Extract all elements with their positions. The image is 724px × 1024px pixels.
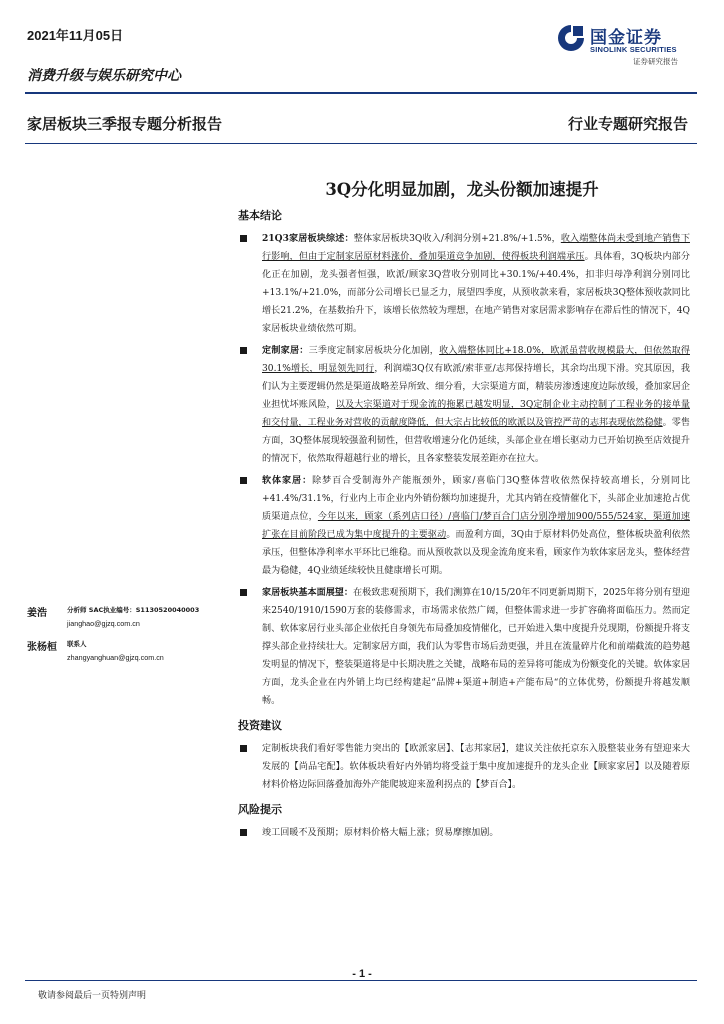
bullet-underlined-text: 收入端整体同比+18.0%，欧派虽营收规模最大，但依然取得30.1%增长，明显领先同行 (262, 346, 690, 374)
report-type: 行业专题研究报告 (567, 115, 688, 133)
bullet-square-icon (240, 477, 247, 484)
main-content (238, 208, 690, 846)
bullet-square-icon (240, 347, 247, 354)
analyst-email: zhangyanghuan@gjzq.com.cn (67, 653, 164, 662)
bullet-text: 除梦百合受制海外产能瓶颈外，顾家/喜临门3Q整体营收依然保持较高增长，分别同比+41.4%/31.1%，行业内上市企业内外销份额均加速提升，尤其内销在疫情催化下，头部企业加速抢占优质渠道点位， (262, 476, 690, 522)
logo-en: SINOLINK SECURITIES (590, 45, 677, 54)
conclusion-title: 基本结论 (238, 209, 282, 222)
footer-disclaimer-note: 敬请参阅最后一页特别声明 (38, 991, 147, 1001)
analyst-email: jianghao@gjzq.com.cn (67, 619, 140, 628)
research-center-name: 消费升级与娱乐研究中心 (27, 68, 181, 84)
investment-text: 定制板块我们看好零售能力突出的【欧派家居】、【志邦家居】，建议关注依托京东入股整装业务有望迎来大发展的【尚品宅配】。软体板块看好内外销均将受益于集中度加速提升的龙头企业【顾家家居】以及随着原材料价格边际回落叠加海外产能爬坡迎来盈利拐点的【梦百合】。 (262, 744, 690, 790)
bullet-text: 。而盈利方面，3Q由于原材料仍处高位，整体板块盈利依然承压，但整体净利率水平环比已维稳。而从预收款以及现金流角度来看，顾家作为软体家居龙头，整体经营最为稳健，4Q业绩延续较快且健康增长可期。 (262, 530, 690, 576)
bullet-text: 。具体看，3Q板块内部分化正在加剧，龙头强者恒强，欧派/顾家3Q营收分别同比+30.1%/+40.4%，扣非归母净利润分别同比+13.1%/+21.0%，而部分公司增长已显乏力，展望四季度，从预收款来看，家居板块3Q整体预收款同比增长21.2%，在基数抬升下，该增长依然较为理想，在地产销售对家居需求影响存在滞后性的情况下，4Q家居板块业绩依然可期。 (262, 252, 690, 334)
analyst-entry (27, 638, 227, 672)
bullet-square-icon (240, 829, 247, 836)
bullet-underlined-text: 以及大宗渠道对于现金流的拖累已越发明显，3Q定制企业主动控制了工程业务的接单量和交付量，工程业务对营收的贡献度降低，但大宗占比较低的欧派以及管控严苛的志邦表现依然稳健 (262, 400, 690, 428)
bullet-square-icon (240, 745, 247, 752)
bullet-text: 整体家居板块3Q收入/利润分别+21.8%/+1.5%， (353, 234, 561, 244)
risk-bullet (238, 824, 690, 842)
risk-text: 竣工回暖不及预期；原材料价格大幅上涨；贸易摩擦加剧。 (262, 828, 499, 838)
analyst-name: 姜浩 (27, 608, 47, 619)
report-title: 家居板块三季报专题分析报告 (27, 115, 223, 133)
logo-cn: 国金证券 (590, 28, 662, 48)
header-rule (25, 92, 697, 94)
risk-title: 风险提示 (238, 803, 282, 816)
bullet-text: ，利润端3Q仅有欧派/索菲亚/志邦保持增长，其余均出现下滑。究其原因，我们认为主要逻辑仍然是渠道战略差异所致、细分看，大宗渠道方面，精装房渗透速度边际放缓，叠加家居企业担忧坏账风险， (262, 364, 691, 410)
bullet-text: 。零售方面，3Q整体展现较强盈利韧性，但营收增速分化仍延续，头部企业在增长驱动力已开始切换至店效提升的情况下，依然取得超越行业的增长，且各家整装发展差距亦在拉大。 (262, 418, 690, 464)
conclusion-bullet-overview (238, 230, 690, 338)
bullet-lead: 软体家居： (262, 475, 313, 486)
bullet-lead: 定制家居： (262, 345, 309, 356)
report-date: 2021年11月05日 (27, 28, 124, 43)
bullet-text: 三季度定制家居板块分化加剧， (308, 346, 440, 356)
analyst-role: 分析师 SAC执业编号：S1130520040003 (67, 606, 200, 614)
bullet-lead: 21Q3家居板块综述： (262, 233, 354, 244)
bullet-text: 在极致悲观预期下，我们测算在10/15/20年不同更新周期下，2025年将分别有望迎来2540/1910/1590万套的装修需求，市场需求依然广阔，但整体需求进一步扩容确将面临压力。然而定制、软体家居行业头部企业依托自身领先布局叠加疫情催化，已开始进入集中度提升兑现期，份额提升将支撑头部企业持续壮大。定制家居方面，我们认为零售市场后劲更强，并且在流量碎片化和前端截流的趋势越发明显的情况下，整装渠道将是中长期决胜之关键，战略布局的差异将可能成为份额变化的关键。软体家居方面，龙头企业在内外销上均已经构建起“品牌+渠道+制造+产能布局“的立体优势，份额提升将越发顺畅。 (262, 588, 690, 706)
main-heading: 3Q分化明显加剧，龙头份额加速提升 (325, 180, 599, 199)
logo-mark-icon (556, 23, 586, 53)
bullet-lead: 家居板块基本面展望： (262, 587, 353, 598)
conclusion-bullet-soft-furniture (238, 472, 690, 580)
analyst-name: 张杨桓 (27, 642, 57, 653)
logo-subtitle: 证券研究报告 (633, 57, 678, 66)
analyst-entry (27, 604, 227, 638)
bullet-underlined-text: 收入端整体尚未受到地产销售下行影响，但由于定制家居原材料涨价，叠加渠道竞争加剧，使得板块利润端承压 (262, 234, 690, 262)
bullet-square-icon (240, 589, 247, 596)
investment-title: 投资建议 (238, 719, 282, 732)
conclusion-bullet-outlook (238, 584, 690, 710)
bullet-square-icon (240, 235, 247, 242)
page-number: - 1 - (352, 968, 372, 980)
footer-rule (25, 980, 697, 981)
title-rule (25, 143, 697, 144)
conclusion-bullet-custom-furniture (238, 342, 690, 468)
investment-bullet (238, 740, 690, 794)
analyst-role: 联系人 (67, 640, 87, 648)
bullet-underlined-text: 今年以来，顾家（系列店口径）/喜临门/梦百合门店分别净增加900/555/524家，渠道加速扩张在目前阶段已成为集中度提升的主要驱动 (262, 512, 690, 540)
analyst-list (27, 604, 227, 672)
